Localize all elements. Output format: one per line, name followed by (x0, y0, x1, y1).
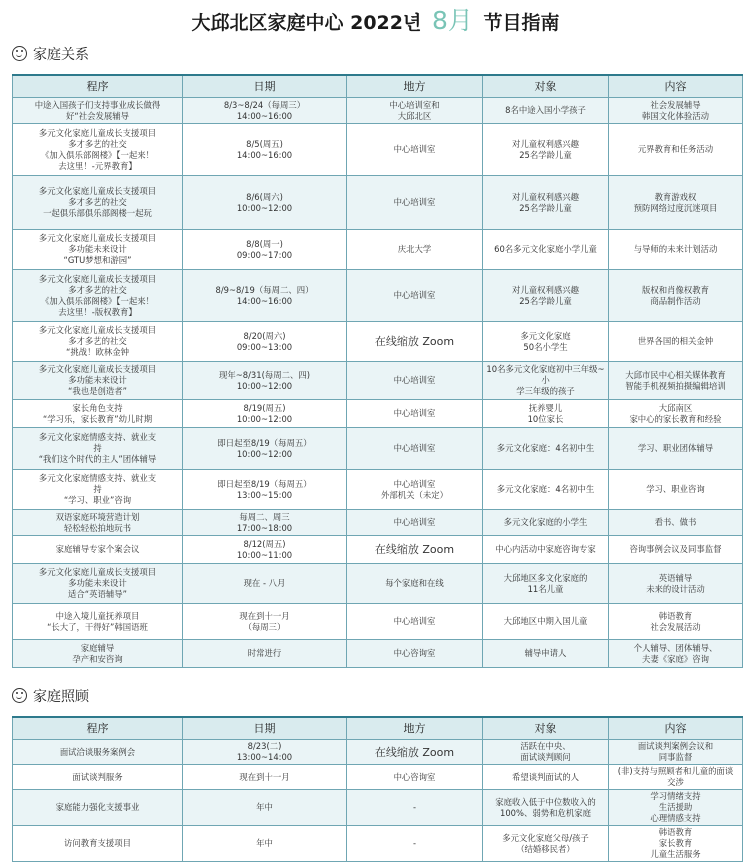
table-cell: 中心培训室 (347, 176, 483, 230)
table-cell: 即日起至8/19（每周五） 10:00~12:00 (183, 428, 347, 470)
family-care-table (12, 716, 743, 862)
table-cell: 元界教育和任务活动 (609, 124, 743, 176)
table-cell: 大邱地区多文化家庭的 11名儿童 (483, 564, 609, 604)
table-row (13, 765, 743, 790)
table-cell: 韩语教育 社会发展活动 (609, 604, 743, 640)
table-cell: 中心培训室和 大邱北区 (347, 98, 483, 124)
table-cell: 学习、职业咨询 (609, 470, 743, 510)
table-cell: 多元文化家庭 50名小学生 (483, 322, 609, 362)
table-cell: 10名多元文化家庭初中三年级~小 学三年级的孩子 (483, 362, 609, 400)
table-row (13, 270, 743, 322)
table-cell: 面试谈判案例会议和 同事监督 (609, 740, 743, 765)
column-header: 程序 (13, 75, 183, 98)
table-row (13, 510, 743, 536)
table-cell: 中心培训室 外部机关（未定） (347, 470, 483, 510)
table-row (13, 536, 743, 564)
table-cell: 大邱地区中期入国儿童 (483, 604, 609, 640)
table-cell: 中心培训室 (347, 270, 483, 322)
table-cell: 大邱南区 家中心的家长教育和经验 (609, 400, 743, 428)
table-cell: 中心培训室 (347, 428, 483, 470)
table-cell: 即日起至8/19（每周五） 13:00~15:00 (183, 470, 347, 510)
table-cell: 每个家庭和在线 (347, 564, 483, 604)
table-body (13, 98, 743, 668)
table-row (13, 98, 743, 124)
table-cell: 中途入国孩子们支持事业成长做得 好“社会发展辅导 (13, 98, 183, 124)
family-relations-table (12, 74, 743, 668)
column-header: 对象 (483, 75, 609, 98)
table-cell: 多元文化家庭：4名初中生 (483, 470, 609, 510)
table-row (13, 640, 743, 668)
table-cell: 现年~8/31(每周二、四) 10:00~12:00 (183, 362, 347, 400)
table-cell: 中途入境儿童抚养项目 “长大了，干得好”韩国语班 (13, 604, 183, 640)
table-cell: 60名多元文化家庭小学儿童 (483, 230, 609, 270)
table-cell: 韩语教育 家长教育 儿童生活服务 (609, 826, 743, 862)
table-cell: 中心培训室 (347, 510, 483, 536)
smiley-icon (12, 46, 27, 61)
table-cell: 中心咨询室 (347, 640, 483, 668)
table-cell: 家庭辅导专家个案会议 (13, 536, 183, 564)
title-prefix: 大邱北区家庭中心 2022년 (191, 12, 428, 34)
table-cell: 面试谈判服务 (13, 765, 183, 790)
table-cell: 双语家庭环境营造计划 轻松轻松拍地玩书 (13, 510, 183, 536)
table-cell: 英语辅导 未来的设计活动 (609, 564, 743, 604)
table-cell: 8/9~8/19（每周二、四） 14:00~16:00 (183, 270, 347, 322)
table-cell: 多元文化家庭儿童成长支援项目 多才多艺的社交 一起俱乐部俱乐部阁楼一起玩 (13, 176, 183, 230)
table-cell: 家庭辅导 孕产和安咨询 (13, 640, 183, 668)
table-row (13, 176, 743, 230)
table-body (13, 740, 743, 862)
table-cell: 辅导申请人 (483, 640, 609, 668)
title-month: 8月 (431, 6, 473, 35)
table-row (13, 470, 743, 510)
table-header-row (13, 717, 743, 740)
table-cell: 面试洽谈服务案例会 (13, 740, 183, 765)
table-cell: 活跃在中央、 面试谈判顾问 (483, 740, 609, 765)
table-cell: 抚养婴儿 10位家长 (483, 400, 609, 428)
table-cell: 8名中途入国小学孩子 (483, 98, 609, 124)
table-cell: - (347, 826, 483, 862)
table-cell: 中心培训室 (347, 362, 483, 400)
column-header: 对象 (483, 717, 609, 740)
table-cell: 访问教育支援项目 (13, 826, 183, 862)
table-cell: 8/12(周五) 10:00~11:00 (183, 536, 347, 564)
table-cell: 版权和肖像权教育 商品制作活动 (609, 270, 743, 322)
table-cell: (非)支持与照顾者和儿童的面谈 交涉 (609, 765, 743, 790)
table-cell: 现在到十一月 (183, 765, 347, 790)
column-header: 程序 (13, 717, 183, 740)
table-cell: 现在 - 八月 (183, 564, 347, 604)
table-cell: 对儿童权利感兴趣 25名学龄儿童 (483, 124, 609, 176)
table-cell: 多元文化家庭儿童成长支援项目 多才多艺的社交 “挑战！欧林金钟 (13, 322, 183, 362)
smiley-icon (12, 688, 27, 703)
table-cell: 中心培训室 (347, 604, 483, 640)
table-cell: 现在到十一月 （每周三） (183, 604, 347, 640)
table-row (13, 826, 743, 862)
table-cell: 8/5(周五) 14:00~16:00 (183, 124, 347, 176)
table-header-row (13, 75, 743, 98)
section-heading-family-relations (12, 44, 89, 66)
table-row (13, 564, 743, 604)
table-cell: 中心培训室 (347, 124, 483, 176)
section-heading-family-care (12, 686, 89, 708)
table-cell: 大邱市民中心相关媒体教育 智能手机视频拍摄编辑培训 (609, 362, 743, 400)
table-cell: 与导师的未来计划活动 (609, 230, 743, 270)
table-cell: 个人辅导、团体辅导、 夫妻《家庭》咨询 (609, 640, 743, 668)
table-cell: 世界各国的相关金钟 (609, 322, 743, 362)
table-cell: 多元文化家庭情感支持、就业支 持 “我们这个时代的主人”团体辅导 (13, 428, 183, 470)
column-header: 地方 (347, 717, 483, 740)
table-cell: 在线缩放 Zoom (347, 322, 483, 362)
table-row (13, 428, 743, 470)
table-cell: 8/20(周六) 09:00~13:00 (183, 322, 347, 362)
table-cell: 中心咨询室 (347, 765, 483, 790)
column-header: 内容 (609, 717, 743, 740)
table-cell: 多元文化家庭情感支持、就业支 持 “学习、职业”咨询 (13, 470, 183, 510)
column-header: 日期 (183, 75, 347, 98)
table-row (13, 322, 743, 362)
table-cell: 时常进行 (183, 640, 347, 668)
table-cell: 8/6(周六) 10:00~12:00 (183, 176, 347, 230)
table-cell: 8/3~8/24（每周三） 14:00~16:00 (183, 98, 347, 124)
table-cell: 多元文化家庭的小学生 (483, 510, 609, 536)
table-cell: 对儿童权利感兴趣 25名学龄儿童 (483, 176, 609, 230)
page-title (0, 4, 751, 38)
table-row (13, 362, 743, 400)
table-row (13, 740, 743, 765)
table-cell: 咨询事例会议及同事监督 (609, 536, 743, 564)
table-row (13, 790, 743, 826)
table-cell: 家庭能力强化支援事业 (13, 790, 183, 826)
table-cell: 多元文化家庭：4名初中生 (483, 428, 609, 470)
table-cell: 社会发展辅导 韩国文化体验活动 (609, 98, 743, 124)
table-cell: 多元文化家庭儿童成长支援项目 多才多艺的社交 《加入俱乐部阁楼》【一起来！ 去这里！-元界教育】 (13, 124, 183, 176)
table-cell: 希望谈判面试的人 (483, 765, 609, 790)
table-cell: 中心培训室 (347, 400, 483, 428)
table-cell: 每周二、周三 17:00~18:00 (183, 510, 347, 536)
table-cell: 看书、做书 (609, 510, 743, 536)
table-cell: 年中 (183, 826, 347, 862)
table-cell: 8/8(周一) 09:00~17:00 (183, 230, 347, 270)
column-header: 日期 (183, 717, 347, 740)
table-cell: 家长角色支持 “学习乐，家长教育”幼儿时期 (13, 400, 183, 428)
table-cell: 对儿童权利感兴趣 25名学龄儿童 (483, 270, 609, 322)
table-cell: 家庭收入低于中位数收入的 100%、弱势和危机家庭 (483, 790, 609, 826)
table-cell: - (347, 790, 483, 826)
column-header: 内容 (609, 75, 743, 98)
table-cell: 多元文化家庭儿童成长支援项目 多功能未来设计 适合“英语辅导” (13, 564, 183, 604)
table-cell: 教育游戏权 预防网络过度沉迷项目 (609, 176, 743, 230)
table-cell: 在线缩放 Zoom (347, 536, 483, 564)
section-heading-label: 家庭关系 (33, 47, 89, 63)
table-cell: 年中 (183, 790, 347, 826)
table-row (13, 604, 743, 640)
table-cell: 庆北大学 (347, 230, 483, 270)
table-cell: 多元文化家庭儿童成长支援项目 多功能未来设计 “我也是创造者” (13, 362, 183, 400)
section-heading-label: 家庭照顾 (33, 689, 89, 705)
table-cell: 多元文化家庭儿童成长支援项目 多功能未来设计 “GTU梦想和游园” (13, 230, 183, 270)
table-cell: 学习情绪支持 生活援助 心理情感支持 (609, 790, 743, 826)
table-cell: 在线缩放 Zoom (347, 740, 483, 765)
table-row (13, 230, 743, 270)
table-cell: 学习、职业团体辅导 (609, 428, 743, 470)
table-cell: 多元文化家庭儿童成长支援项目 多才多艺的社交 《加入俱乐部阁楼》【一起来！ 去这里！-版权教育】 (13, 270, 183, 322)
column-header: 地方 (347, 75, 483, 98)
table-row (13, 124, 743, 176)
title-suffix: 节目指南 (476, 12, 560, 34)
table-cell: 8/23(二) 13:00~14:00 (183, 740, 347, 765)
table-cell: 中心内活动中家庭咨询专家 (483, 536, 609, 564)
table-cell: 8/19(周五) 10:00~12:00 (183, 400, 347, 428)
table-cell: 多元文化家庭父母/孩子 （结婚移民者） (483, 826, 609, 862)
table-row (13, 400, 743, 428)
